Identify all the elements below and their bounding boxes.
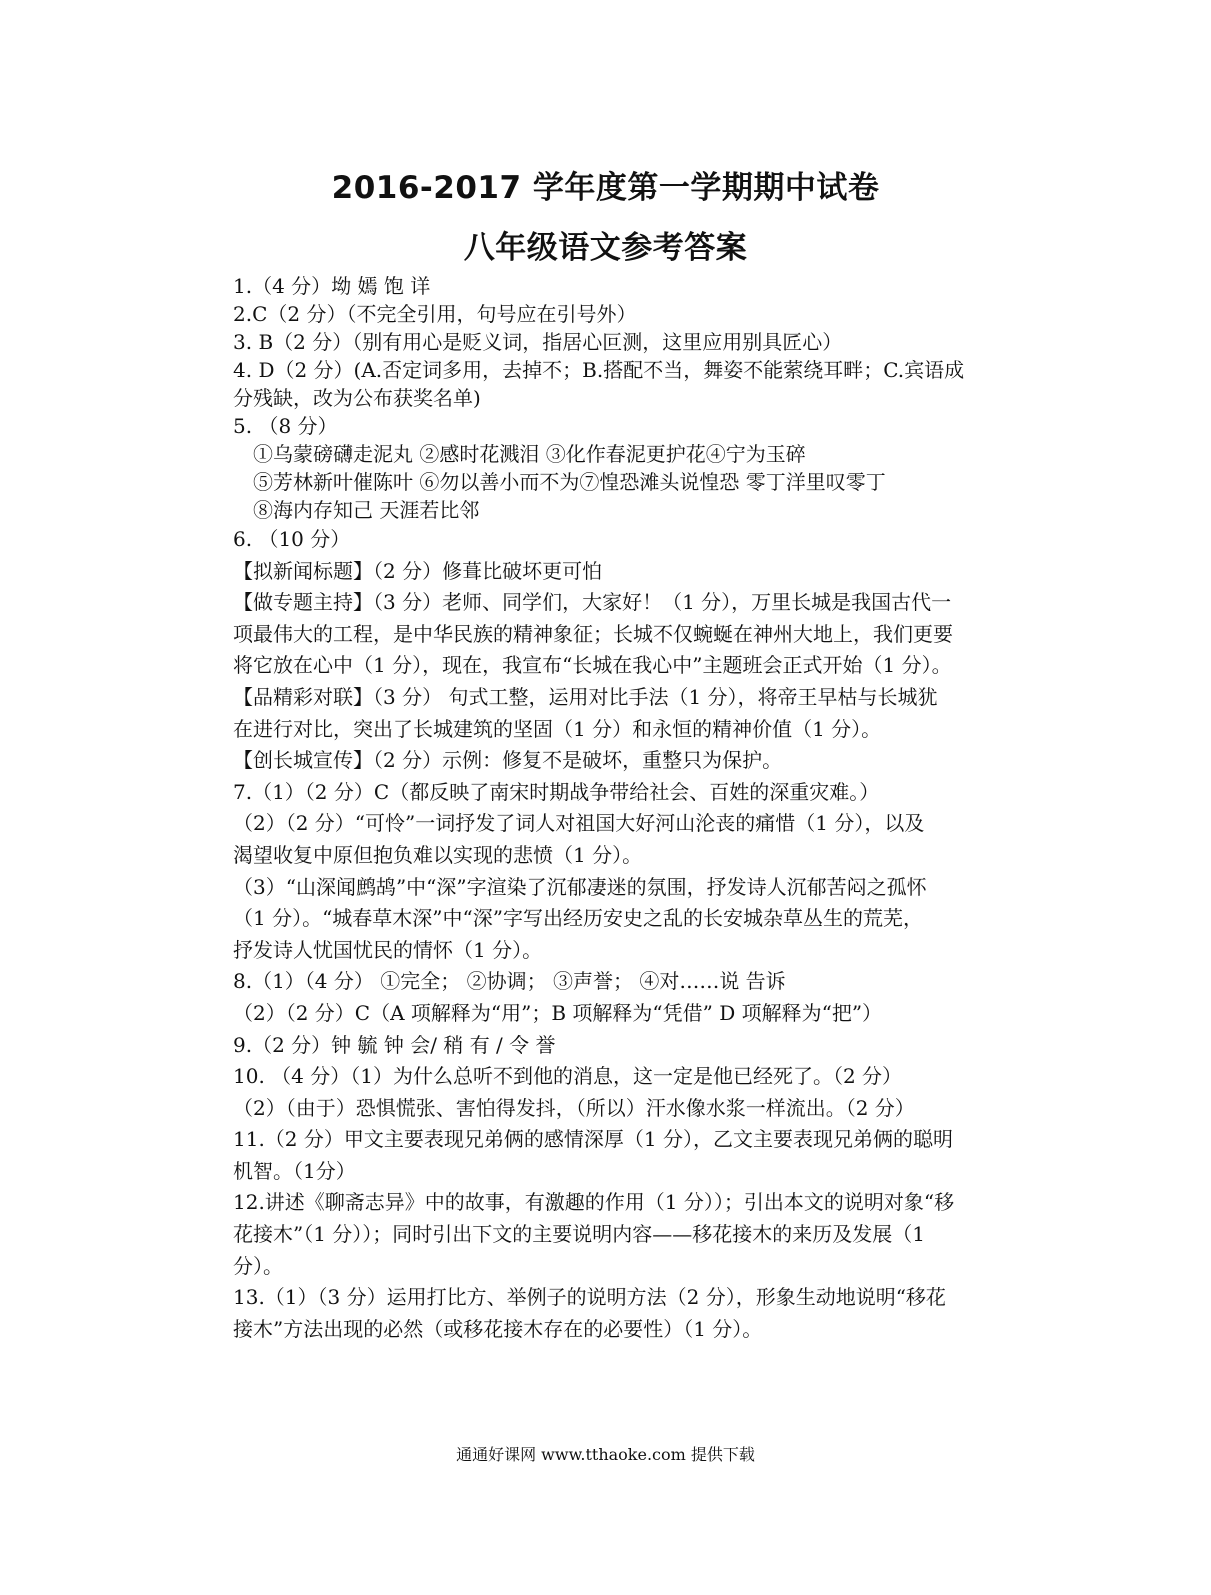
answer-line: 【拟新闻标题】（2 分）修葺比破坏更可怕 <box>233 558 603 583</box>
answer-line: 抒发诗人忧国忧民的情怀（1 分）。 <box>233 937 543 962</box>
answer-line: 5. （8 分） <box>233 414 338 438</box>
answer-line: 13.（1）（3 分）运用打比方、举例子的说明方法（2 分），形象生动地说明“移花 <box>233 1285 946 1310</box>
answer-line: （1 分）。“城春草木深”中“深”字写出经历安史之乱的长安城杂草丛生的荒芜， <box>233 906 923 931</box>
answer-line: （2）（2 分）C（A 项解释为“用”；B 项解释为“凭借” D 项解释为“把”） <box>233 1000 883 1025</box>
answer-line: 2.C（2 分）（不完全引用，句号应在引号外） <box>233 302 637 326</box>
answer-line: 10. （4 分）（1）为什么总听不到他的消息，这一定是他已经死了。（2 分） <box>233 1064 903 1089</box>
answer-line: 11.（2 分）甲文主要表现兄弟俩的感情深厚（1 分），乙文主要表现兄弟俩的聪明 <box>233 1127 953 1152</box>
answer-line: （3）“山深闻鹧鸪”中“深”字渲染了沉郁凄迷的氛围，抒发诗人沉郁苦闷之孤怀 <box>233 874 927 899</box>
answer-line: 分）。 <box>233 1253 283 1278</box>
answer-line: ⑧海内存知己 天涯若比邻 <box>253 498 480 522</box>
answer-line: 机智。（1分） <box>233 1158 356 1183</box>
answer-line: 8.（1）（4 分） ①完全； ②协调； ③声誉； ④对……说 告诉 <box>233 969 786 994</box>
answer-line: 渴望收复中原但抱负难以实现的悲愤（1 分）。 <box>233 842 643 867</box>
document-subtitle: 八年级语文参考答案 <box>463 230 748 266</box>
answer-line: 项最伟大的工程，是中华民族的精神象征；长城不仅蜿蜒在神州大地上，我们更要 <box>233 621 953 646</box>
answer-line: 1.（4 分）坳 嫣 饱 详 <box>233 274 431 298</box>
answer-line: 分残缺，改为公布获奖名单) <box>233 386 481 410</box>
answer-line: 12.讲述《聊斋志异》中的故事，有激趣的作用（1 分））；引出本文的说明对象“移 <box>233 1190 955 1215</box>
answer-line: 将它放在心中（1 分），现在，我宣布“长城在我心中”主题班会正式开始（1 分）。 <box>233 653 952 678</box>
answer-line: 9.（2 分）钟 毓 钟 会/ 稍 有 / 令 誉 <box>233 1032 556 1057</box>
answer-line: 7.（1）（2 分）C（都反映了南宋时期战争带给社会、百姓的深重灾难。） <box>233 779 880 804</box>
answer-line: （2）（由于）恐惧慌张、害怕得发抖，（所以）汗水像水浆一样流出。（2 分） <box>233 1095 915 1120</box>
answer-line: 接木”方法出现的必然（或移花接木存在的必要性）（1 分）。 <box>233 1316 763 1341</box>
answer-line: （2）（2 分）“可怜”一词抒发了词人对祖国大好河山沦丧的痛惜（1 分），以及 <box>233 811 925 836</box>
answer-line: 花接木”（1 分））；同时引出下文的主要说明内容——移花接木的来历及发展（1 <box>233 1222 926 1247</box>
answer-line: ①乌蒙磅礴走泥丸 ②感时花溅泪 ③化作春泥更护花④宁为玉碎 <box>253 442 806 466</box>
answer-line: 【创长城宣传】（2 分）示例：修复不是破坏，重整只为保护。 <box>233 748 783 773</box>
answer-line: 4. D（2 分）(A.否定词多用，去掉不；B.搭配不当，舞姿不能萦绕耳畔；C.宾语成 <box>233 358 965 382</box>
answer-body <box>233 272 1023 1345</box>
answer-line: 3. B（2 分）（别有用心是贬义词，指居心叵测，这里应用别具匠心） <box>233 330 843 354</box>
answer-line: ⑤芳林新叶催陈叶 ⑥勿以善小而不为⑦惶恐滩头说惶恐 零丁洋里叹零丁 <box>253 470 886 494</box>
answer-line: 【做专题主持】（3 分）老师、同学们，大家好！（1 分），万里长城是我国古代一 <box>233 590 952 615</box>
answer-line: 6. （10 分） <box>233 527 351 551</box>
answer-line: 【品精彩对联】（3 分） 句式工整，运用对比手法（1 分），将帝王早枯与长城犹 <box>233 684 938 709</box>
document-title: 2016-2017 学年度第一学期期中试卷 <box>331 170 880 206</box>
answer-line: 在进行对比，突出了长城建筑的坚固（1 分）和永恒的精神价值（1 分）。 <box>233 716 882 741</box>
page-footer: 通通好课网 www.tthaoke.com 提供下载 <box>456 1445 755 1464</box>
